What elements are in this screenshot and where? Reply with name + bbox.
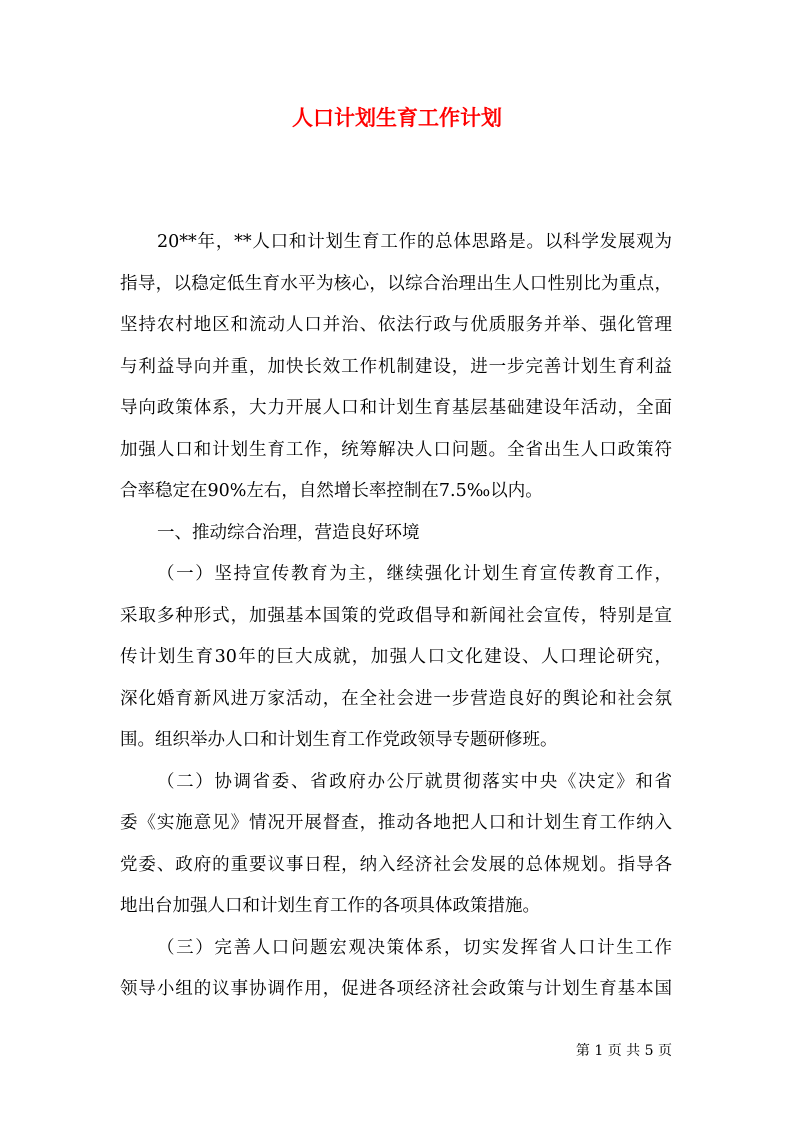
page-number-footer: 第 1 页 共 5 页 (575, 1043, 672, 1059)
paragraph-item-1 (120, 554, 672, 762)
text-line: 深化婚育新风进万家活动，在全社会进一步营造良好的舆论和社会氛 (120, 688, 672, 709)
text-line: 指导，以稳定低生育水平为核心，以综合治理出生人口性别比为重点， (120, 273, 672, 294)
document-body (120, 222, 672, 1011)
text-line: 加强人口和计划生育工作，统筹解决人口问题。全省出生人口政策符 (120, 439, 672, 460)
text-line: 围。组织举办人口和计划生育工作党政领导专题研修班。 (120, 730, 558, 750)
text-line: 委《实施意见》情况开展督查，推动各地把人口和计划生育工作纳入 (120, 813, 672, 833)
text-line: （二）协调省委、省政府办公厅就贯彻落实中央《决定》和省 (157, 771, 672, 792)
text-line: 采取多种形式，加强基本国策的党政倡导和新闻社会宣传，特别是宣 (120, 605, 672, 626)
paragraph-item-3 (120, 928, 672, 1011)
text-line: 坚持农村地区和流动人口并治、依法行政与优质服务并举、强化管理 (120, 315, 672, 335)
paragraph-item-2 (120, 762, 672, 928)
section-heading-text: 一、推动综合治理，营造良好环境 (157, 522, 420, 543)
text-line: 导向政策体系，大力开展人口和计划生育基层基础建设年活动，全面 (120, 398, 672, 418)
text-line: 地出台加强人口和计划生育工作的各项具体政策措施。 (120, 896, 540, 916)
section-heading (120, 513, 672, 555)
document-title: 人口计划生育工作计划 (292, 105, 502, 130)
text-line: （三）完善人口问题宏观决策体系，切实发挥省人口计生工作 (157, 937, 672, 958)
text-line: （一）坚持宣传教育为主，继续强化计划生育宣传教育工作， (157, 564, 672, 584)
text-line: 领导小组的议事协调作用，促进各项经济社会政策与计划生育基本国 (120, 979, 672, 999)
text-line: 党委、政府的重要议事日程，纳入经济社会发展的总体规划。指导各 (120, 854, 672, 875)
text-line: 合率稳定在90%左右，自然增长率控制在7.5‰以内。 (120, 481, 543, 501)
paragraph-overview (120, 222, 672, 513)
text-line: 传计划生育30年的巨大成就，加强人口文化建设、人口理论研究， (120, 647, 672, 667)
text-line: 20**年，**人口和计划生育工作的总体思路是。以科学发展观为 (157, 232, 672, 252)
text-line: 与利益导向并重，加快长效工作机制建设，进一步完善计划生育利益 (120, 356, 672, 377)
